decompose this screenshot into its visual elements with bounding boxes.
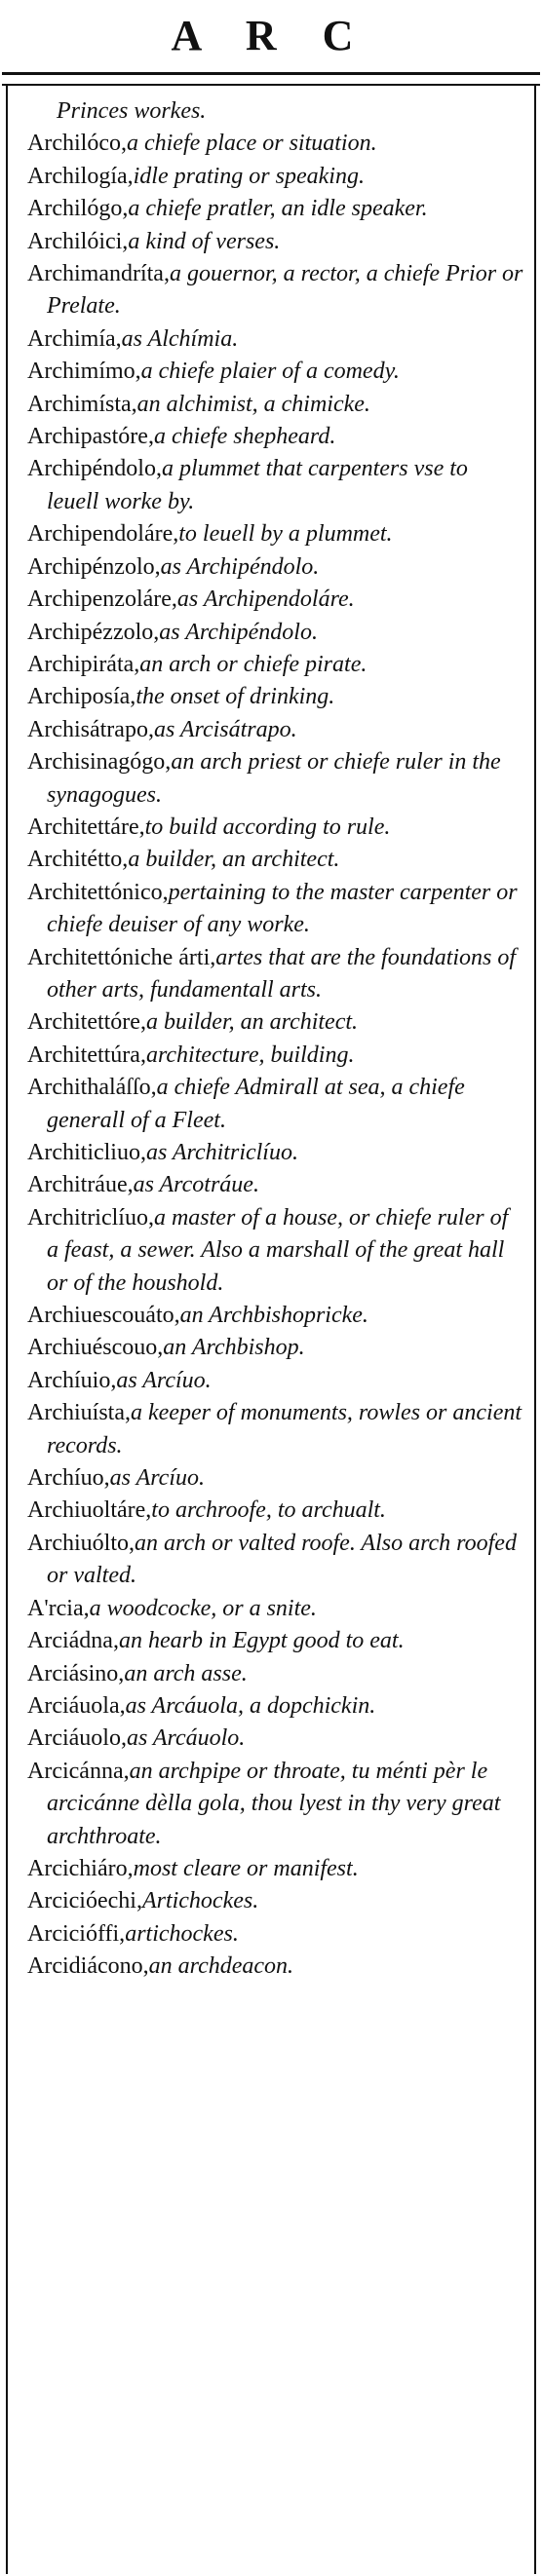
dictionary-entry: Archiuescouáto,an Archbishopricke.	[27, 1303, 368, 1329]
dictionary-entry: Arcicióffi,artichockes.	[27, 1920, 239, 1947]
dictionary-entry: Arciádna,an hearb in Egypt good to eat.	[27, 1628, 405, 1654]
dictionary-entry: Archilogía,idle prating or speaking.	[27, 163, 365, 189]
dictionary-entry: Archimísta,an alchimist, a chimicke.	[27, 391, 370, 417]
dictionary-entry: Architriclíuo,a master of a house, or chiefe ruler of a feast, a sewer. Also a marshall of the great hall or of the houshold.	[27, 1204, 509, 1296]
dictionary-entry: Archíuo,as Arcíuo.	[27, 1465, 205, 1492]
dictionary-entry: Arciáuola,as Arcáuola, a dopchickin.	[27, 1692, 376, 1719]
dictionary-entry: Arciásino,an arch asse.	[27, 1660, 248, 1686]
dictionary-entry: Arcicióechi,Artichockes.	[27, 1888, 259, 1914]
dictionary-entry: Architicliuo,as Architriclíuo.	[27, 1140, 298, 1165]
dictionary-entry: Princes workes.	[57, 98, 207, 124]
dictionary-entry: A'rcia,a woodcocke, or a snite.	[27, 1595, 317, 1621]
dictionary-entry: Archipénzolo,as Archipéndolo.	[27, 553, 320, 580]
dictionary-entry: Archiuólto,an arch or valted roofe. Also arch roofed or valted.	[27, 1530, 517, 1589]
dictionary-entry: Architétto,a builder, an architect.	[27, 847, 340, 873]
column-rule-left	[6, 84, 8, 2574]
column-rule-right	[534, 84, 536, 2574]
dictionary-entry: Archipastóre,a chiefe shepheard.	[27, 424, 336, 450]
dictionary-entry: Architettáre,to build according to rule.	[27, 814, 391, 840]
dictionary-entry: Archilóici,a kind of verses.	[27, 228, 281, 254]
dictionary-entry: Arciáuolo,as Arcáuolo.	[27, 1725, 246, 1752]
dictionary-entry: Archipiráta,an arch or chiefe pirate.	[27, 651, 368, 677]
page-header: A R C	[171, 11, 371, 59]
dictionary-entry: Archisátrapo,as Arcisátrapo.	[27, 716, 297, 742]
header-rule-inner	[2, 84, 540, 86]
entry-list	[27, 95, 524, 1984]
dictionary-entry: Arcidiácono,an archdeacon.	[27, 1953, 294, 1980]
dictionary-entry: Architettónico,pertaining to the master carpenter or chiefe deuiser of any worke.	[27, 879, 518, 938]
dictionary-entry: Archiposía,the onset of drinking.	[27, 684, 335, 710]
dictionary-entry: Archíuio,as Arcíuo.	[27, 1367, 212, 1393]
dictionary-entry: Archimímo,a chiefe plaier of a comedy.	[27, 359, 400, 385]
dictionary-entry: Archimía,as Alchímia.	[27, 325, 239, 352]
dictionary-entry: Archilóco,a chiefe place or situation.	[27, 131, 377, 157]
dictionary-entry: Archipéndolo,a plummet that carpenters vse to leuell worke by.	[27, 456, 468, 514]
dictionary-entry: Architettóre,a builder, an architect.	[27, 1009, 359, 1036]
dictionary-entry: Arcichiáro,most cleare or manifest.	[27, 1855, 359, 1881]
dictionary-entry: Archipézzolo,as Archipéndolo.	[27, 619, 318, 645]
header-rule	[2, 72, 540, 75]
dictionary-entry: Archiuéscouo,an Archbishop.	[27, 1335, 305, 1361]
dictionary-entry: Archiuísta,a keeper of monuments, rowles or ancient records.	[27, 1400, 523, 1458]
dictionary-entry: Arcicánna,an archpipe or throate, tu ménti pèr le arcicánne dèlla gola, thou lyest in thy very great archthroate.	[27, 1758, 501, 1849]
dictionary-entry: Archimandríta,a gouernor, a rector, a chiefe Prior or Prelate.	[27, 261, 523, 320]
dictionary-entry: Archisinagógo,an arch priest or chiefe ruler in the synagogues.	[27, 749, 501, 808]
dictionary-entry: Archipendoláre,to leuell by a plummet.	[27, 521, 393, 548]
dictionary-entry: Archithaláſſo,a chiefe Admirall at sea, a chiefe generall of a Fleet.	[27, 1075, 465, 1133]
dictionary-entry: Archilógo,a chiefe pratler, an idle speaker.	[27, 196, 428, 222]
dictionary-entry: Archipenzoláre,as Archipendoláre.	[27, 587, 355, 613]
dictionary-entry: Architráue,as Arcotráue.	[27, 1172, 259, 1198]
dictionary-entry: Architettúra,architecture, building.	[27, 1042, 355, 1068]
dictionary-entry: Architettóniche árti,artes that are the foundations of other arts, fundamentall arts.	[27, 944, 517, 1003]
dictionary-entry: Archiuoltáre,to archroofe, to archualt.	[27, 1497, 386, 1524]
